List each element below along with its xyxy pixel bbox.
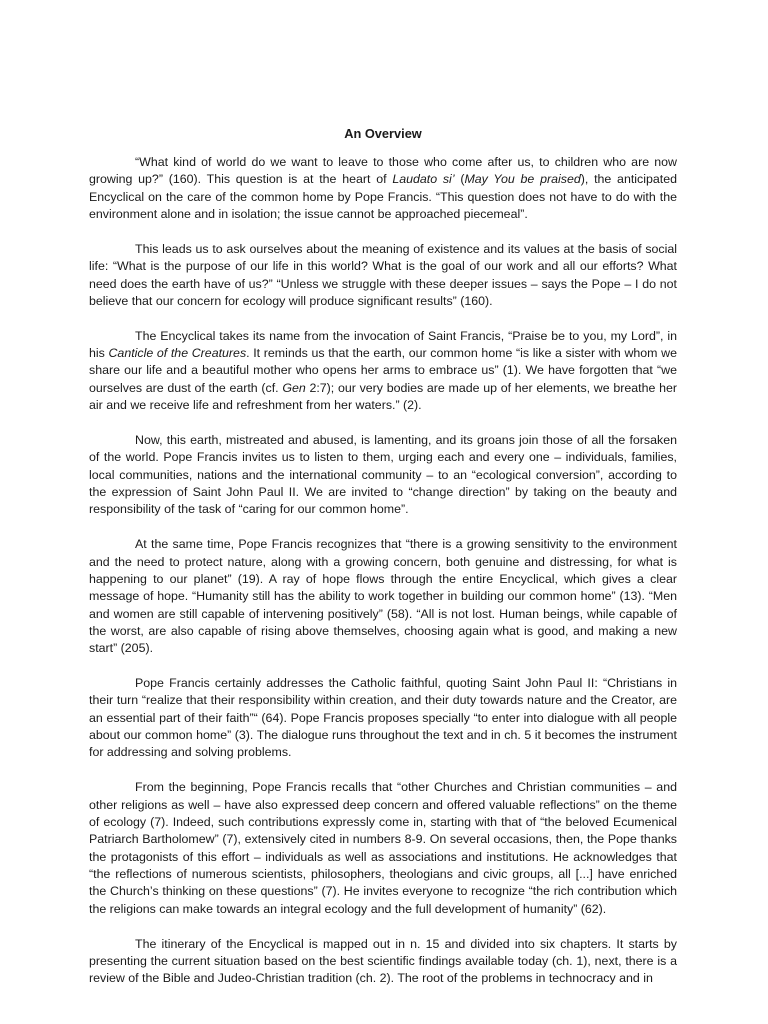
body-paragraph (89, 936, 677, 988)
document-title: An Overview (344, 126, 422, 141)
paragraph-text: At the same time, Pope Francis recognizes that “there is a growing sensitivity to the environment and the need to protect nature, along with a growing concern, both genuine and distressing, for what is happening to our planet” (19). A ray of hope flows through the entire Encyclical, which gives a clear message of hope. “Humanity still has the ability to work together in building our common home” (13). “Men and women are still capable of intervening positively” (58). “All is not lost. Human beings, while capable of the worst, are also capable of rising above themselves, choosing again what is good, and making a new start” (205). (89, 537, 677, 656)
body-paragraph (89, 536, 677, 657)
italic-text: Gen (282, 380, 306, 395)
body-paragraph (89, 241, 677, 310)
paragraph-text: “What kind of world do we want to leave to those who come after us, to children who are now growing up?” (160). This question is at the heart of (89, 155, 677, 187)
italic-text: May You be praised (464, 172, 581, 187)
paragraph-text: From the beginning, Pope Francis recalls that “other Churches and Christian communities – and other religions as well – have also expressed deep concern and offered valuable reflections” on the theme of ecology (7). Indeed, such contributions expressly come in, starting with that of “the beloved Ecumenical Patriarch Bartholomew” (7), extensively cited in numbers 8-9. On several occasions, then, the Pope thanks the protagonists of this effort – individuals as well as associations and institutions. He acknowledges that “the reflections of numerous scientists, philosophers, theologians and civic groups, all [...] have enriched the Church’s thinking on these questions” (7). He invites everyone to recognize “the rich contribution which the religions can make towards an integral ecology and the full development of humanity” (62). (89, 780, 677, 916)
paragraph-text: . It reminds us that the earth, our common home “is like a sister with whom we share our life and a beautiful mother who opens her arms to embrace us” (1). We have forgotten that “we ourselves are dust of the earth (cf. (89, 346, 677, 395)
paragraph-text: The Encyclical takes its name from the invocation of Saint Francis, “Praise be to you, my Lord”, in his (89, 328, 677, 361)
body-paragraph (89, 779, 677, 918)
paragraph-text: This leads us to ask ourselves about the meaning of existence and its values at the basis of social life: “What is the purpose of our life in this world? What is the goal of our work and all our efforts? What need does the earth have of us?” “Unless we struggle with these deeper issues – says the Pope – I do not believe that our concern for ecology will produce significant results” (160). (89, 241, 677, 308)
italic-text: Canticle of the Creatures (108, 346, 247, 361)
paragraph-text: Now, this earth, mistreated and abused, is lamenting, and its groans join those of all the forsaken of the world. Pope Francis invites us to listen to them, urging each and every one – individuals, families, local communities, nations and the international community – to an “ecological conversion”, according to the expression of Saint John Paul II. We are invited to “change direction” by taking on the beauty and responsibility of the task of “caring for our common home”. (89, 432, 677, 517)
paragraph-text: ), the anticipated Encyclical on the care of the common home by Pope Francis. “This question does not have to do with the environment alone and in isolation; the issue cannot be approached piecemeal”. (89, 172, 677, 222)
body-paragraph (89, 432, 677, 519)
document-body (89, 154, 677, 988)
body-paragraph (89, 328, 677, 415)
paragraph-text: Pope Francis certainly addresses the Catholic faithful, quoting Saint John Paul II: “Christians in their turn “realize that their responsibility within creation, and their duty towards nature and the Creator, are an essential part of their faith”“ (64). Pope Francis proposes specially “to enter into dialogue with all people about our common home” (3). The dialogue runs throughout the text and in ch. 5 it becomes the instrument for addressing and solving problems. (89, 676, 677, 760)
paragraph-text: ( (454, 172, 465, 187)
body-paragraph (89, 154, 677, 223)
italic-text: Laudato si’ (392, 172, 455, 187)
body-paragraph (89, 675, 677, 762)
paragraph-text: 2:7); our very bodies are made up of her elements, we breathe her air and we receive life and refreshment from her waters.” (2). (89, 380, 677, 413)
document-page (89, 124, 677, 1005)
paragraph-text: The itinerary of the Encyclical is mapped out in n. 15 and divided into six chapters. It starts by presenting the current situation based on the best scientific findings available today (ch. 1), next, there is a review of the Bible and Judeo-Christian tradition (ch. 2). The root of the problems in technocracy and in (89, 936, 677, 986)
